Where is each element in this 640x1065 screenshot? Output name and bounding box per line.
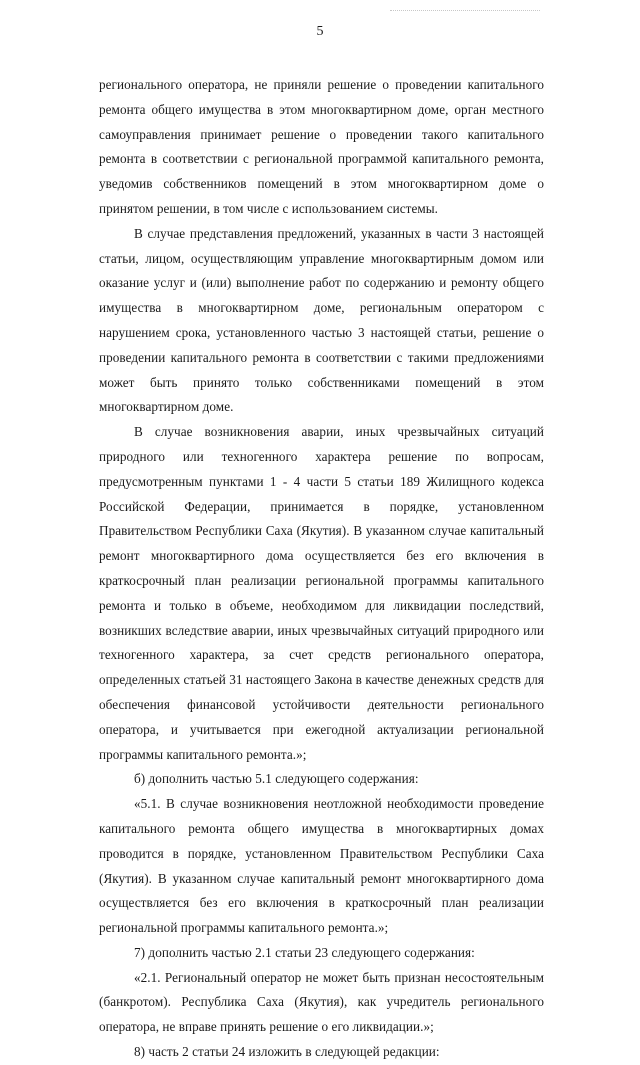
paragraph-emergency: В случае возникновения аварии, иных чрезвычайных ситуаций природного или техногенного характера решение по вопросам, предусмотренным пунктами 1 - 4 части 5 статьи 189 Жилищного кодекса Российской Федерации, принимается в порядке, установленном Правительством Республики Саха (Якутия). В указанном случае капитальный ремонт многоквартирного дома осуществляется без его включения в краткосрочный план реализации региональной программы капитального ремонта и только в объеме, необходимом для ликвидации последствий, возникших вследствие аварии, иных чрезвычайных ситуаций природного или техногенного характера, за счет средств регионального оператора, определенных статьей 31 настоящего Закона в качестве денежных средств для обеспечения финансовой устойчивости деятельности регионального оператора, и учитывается при ежегодной актуализации региональной программы капитального ремонта.»;: [99, 424, 544, 762]
paragraph-part-5-1: «5.1. В случае возникновения неотложной необходимости проведение капитального ремонта общего имущества в многоквартирных домах проводится в порядке, установленном Правительством Республики Саха (Якутия). В указанном случае капитальный ремонт многоквартирного дома осуществляется без его включения в краткосрочный план реализации региональной программы капитального ремонта.»;: [99, 796, 544, 936]
document-body: [99, 73, 544, 1065]
paragraph-part-2-1: «2.1. Региональный оператор не может быть признан несостоятельным (банкротом). Республика Саха (Якутия), как учредитель регионального оператора, не вправе принять решение о его ликвидации.»;: [99, 969, 544, 1035]
paragraph-amendment-7: 7) дополнить частью 2.1 статьи 23 следующего содержания:: [134, 944, 475, 960]
paragraph-continuation: регионального оператора, не приняли решение о проведении капитального ремонта общего имущества в этом многоквартирном доме, орган местного самоуправления принимает решение о проведении такого капитального ремонта в соответствии с региональной программой капитального ремонта, уведомив собственников помещений в этом многоквартирном доме о принятом решении, в том числе с использованием системы.: [99, 77, 544, 216]
page-number: 5: [316, 24, 324, 39]
paragraph-amendment-8: 8) часть 2 статьи 24 изложить в следующей редакции:: [134, 1044, 440, 1060]
scan-artifact: [390, 10, 540, 15]
paragraph-late-proposals: В случае представления предложений, указанных в части 3 настоящей статьи, лицом, осуществляющим управление многоквартирным домом или оказание услуг и (или) выполнение работ по содержанию и ремонту общего имущества в многоквартирном доме, региональным оператором с нарушением срока, установленного частью 3 настоящей статьи, решение о проведении капитального ремонта в соответствии с такими предложениями может быть принято только собственниками помещений в этом многоквартирном доме.: [99, 225, 544, 415]
paragraph-amendment-b: б) дополнить частью 5.1 следующего содержания:: [134, 771, 419, 787]
